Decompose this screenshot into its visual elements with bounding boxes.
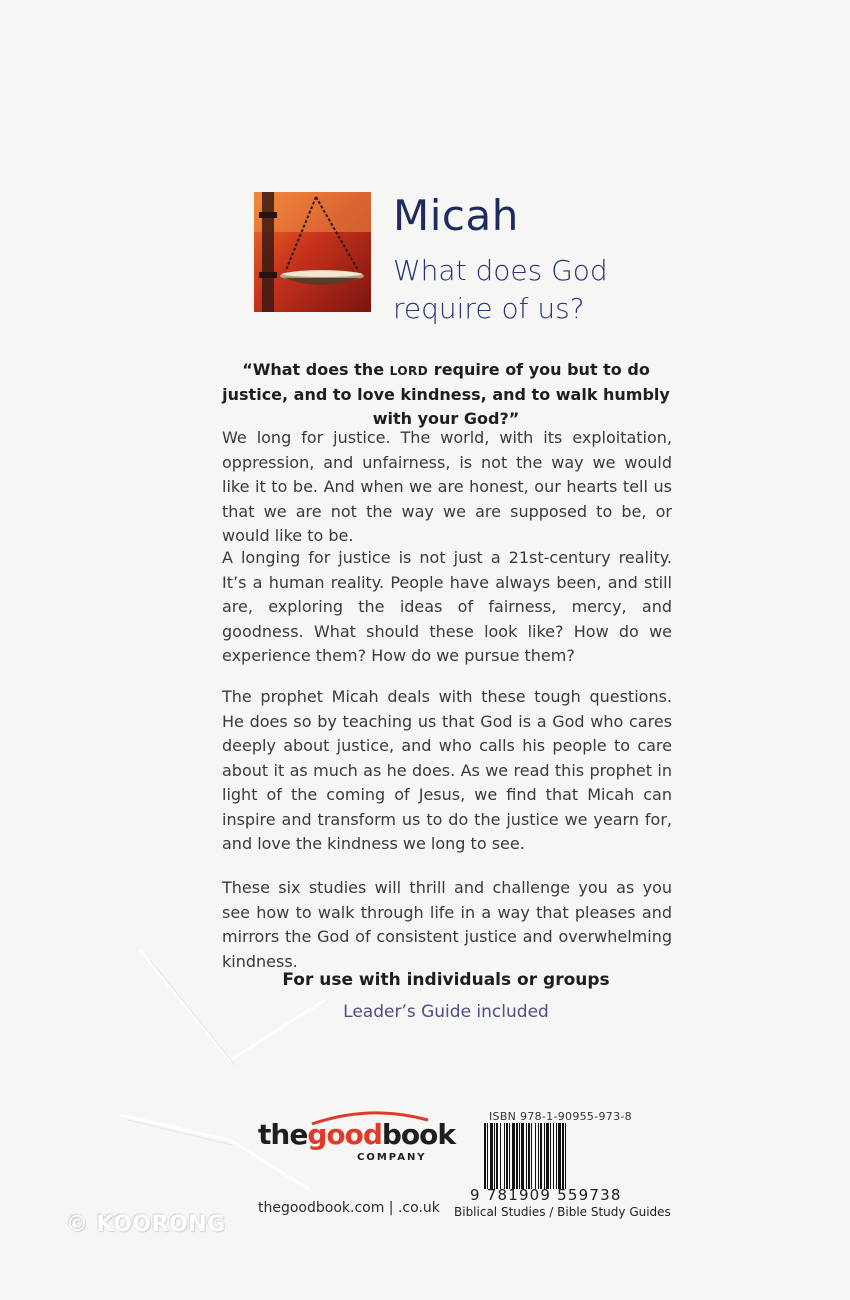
barcode-bar xyxy=(550,1123,551,1189)
quote-lord: LORD xyxy=(389,364,429,378)
barcode-bar xyxy=(484,1123,486,1189)
barcode-bar xyxy=(553,1123,554,1189)
barcode-bar xyxy=(504,1123,505,1189)
barcode-bar xyxy=(540,1123,542,1189)
barcode-bar xyxy=(535,1123,536,1189)
barcode-bar xyxy=(556,1123,557,1189)
barcode-bar xyxy=(494,1123,495,1189)
publisher-name-book: book xyxy=(381,1118,456,1151)
book-title: Micah xyxy=(393,191,519,240)
barcode-bar xyxy=(546,1123,549,1189)
subtitle-line-2: require of us? xyxy=(393,292,585,325)
publisher-website: thegoodbook.com | .co.uk xyxy=(258,1200,440,1216)
barcode-bar xyxy=(562,1123,564,1189)
barcode-bar xyxy=(487,1123,488,1189)
title-block xyxy=(393,188,723,328)
quote-part-1: “What does the xyxy=(242,360,390,379)
publisher-company: COMPANY xyxy=(357,1152,427,1163)
barcode-bar xyxy=(521,1123,524,1189)
paragraph-4: These six studies will thrill and challenge you as you see how to walk through life in a way that pleases and mirrors the God of consistent justice and overwhelming kindness. xyxy=(222,878,672,971)
barcode-bar xyxy=(538,1123,539,1189)
barcode-bar xyxy=(490,1123,493,1189)
paragraph-3: The prophet Micah deals with these tough questions. He does so by teaching us that God is a God who cares deeply about justice, and who calls his people to care about it as much as he does. As we read this prophet in light of the coming of Jesus, we find that Micah can inspire and transform us to do the justice we yearn for, and love the kindness we long to see. xyxy=(222,687,672,853)
isbn-label: ISBN 978-1-90955-973-8 xyxy=(489,1110,632,1123)
subtitle-line-1: What does God xyxy=(393,254,608,287)
barcode-bar xyxy=(558,1123,561,1189)
barcode-bar xyxy=(528,1123,530,1189)
scripture-quote xyxy=(218,358,674,431)
leader-guide-line: Leader’s Guide included xyxy=(343,1002,549,1022)
barcode-bar xyxy=(565,1123,566,1189)
publisher-swoosh-icon xyxy=(310,1110,430,1126)
publisher-name-the: the xyxy=(258,1118,308,1151)
barcode-bar xyxy=(526,1123,527,1189)
barcode-bar xyxy=(516,1123,518,1189)
watermark: © KOORONG xyxy=(66,1212,226,1237)
scales-photo xyxy=(254,192,371,312)
barcode-bar xyxy=(506,1123,508,1189)
barcode-bar xyxy=(509,1123,510,1189)
barcode-bar xyxy=(496,1123,498,1189)
quote-part-2: require of you but to do justice, and to love kindness, and to walk humbly with your God?” xyxy=(222,360,670,428)
book-category: Biblical Studies / Bible Study Guides xyxy=(454,1205,671,1219)
publisher-logo xyxy=(258,1118,456,1163)
barcode-graphic xyxy=(483,1123,626,1189)
publisher-name-good: good xyxy=(307,1118,382,1151)
scales-image xyxy=(254,192,371,312)
barcode-number: 9 781909 559738 xyxy=(470,1186,622,1204)
paragraph-2: A longing for justice is not just a 21st-century reality. It’s a human reality. People have always been, and still are, exploring the ideas of fairness, mercy, and goodness. What should these look like? How do we experience them? How do we pursue them? xyxy=(222,548,672,665)
usage-line: For use with individuals or groups xyxy=(282,970,610,990)
barcode-bar xyxy=(531,1123,532,1189)
barcode-bar xyxy=(519,1123,520,1189)
barcode-bar xyxy=(544,1123,545,1189)
paragraph-1: We long for justice. The world, with its exploitation, oppression, and unfairness, is not the way we would like it to be. And when we are honest, our hearts tell us that we are not the way we are supposed to be, or would like to be. xyxy=(222,428,672,545)
book-subtitle xyxy=(393,252,723,328)
barcode-bar xyxy=(500,1123,501,1189)
barcode-bar xyxy=(512,1123,515,1189)
